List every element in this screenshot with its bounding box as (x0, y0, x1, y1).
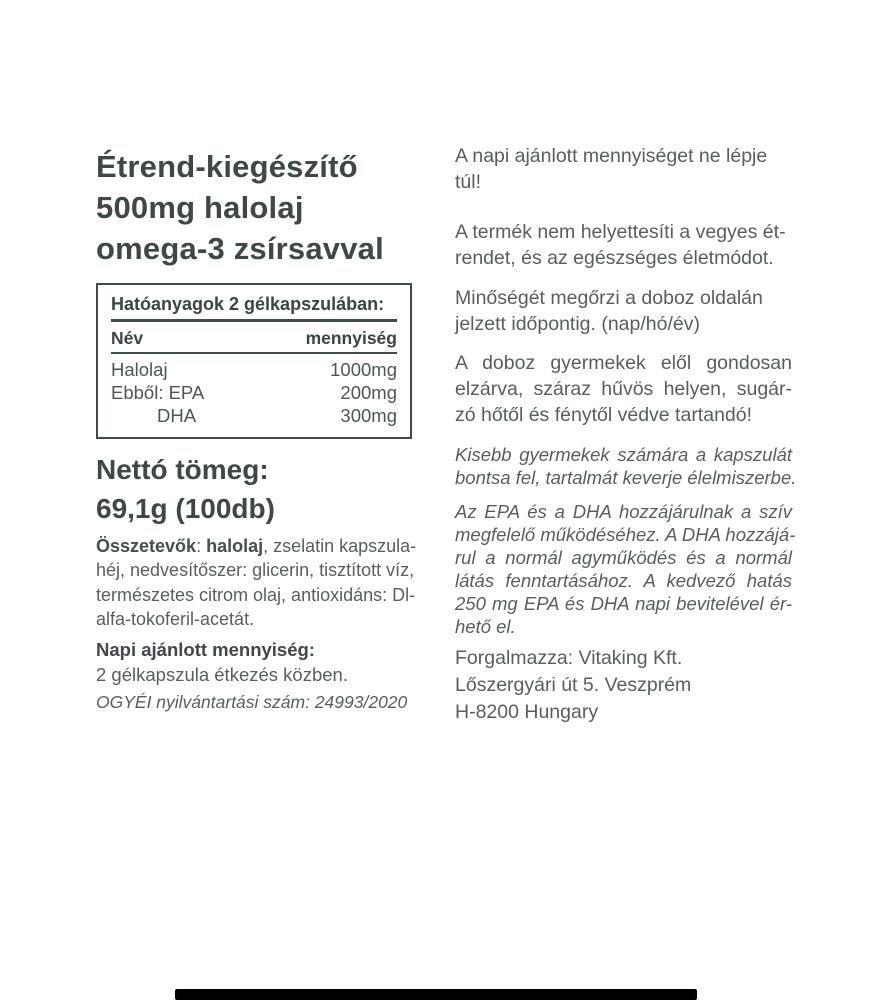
warning-expiry (455, 285, 792, 337)
supplement-facts-table (96, 283, 412, 439)
text-line: túl! (455, 171, 482, 193)
text-line: Étrend-kiegészítő (96, 149, 358, 184)
text-line: Forgalmazza: Vitaking Kft. (455, 647, 683, 669)
ingredient-name: Ebből: EPA (111, 382, 205, 403)
text-line: alfa-tokoferil-acetát. (96, 608, 255, 629)
text-line: megfelelő működéséhez. A DHA hozzájá- (455, 524, 796, 545)
facts-table-header (111, 322, 397, 352)
text-line: omega-3 zsírsavval (96, 231, 384, 266)
text-line: 500mg halolaj (96, 190, 304, 225)
text-line: héj, nedvesítőszer: glicerin, tisztított víz, (96, 560, 415, 581)
ingredients-separator: : (196, 536, 207, 556)
table-row (111, 358, 397, 381)
column-header-quantity: mennyiség (305, 328, 397, 348)
text-line: Nettó tömeg: (96, 454, 269, 485)
product-title (96, 146, 446, 269)
registration-number: OGYÉI nyilvántartási szám: 24993/2020 (96, 692, 408, 712)
ingredients-first-line (96, 534, 430, 558)
text-line: Kisebb gyermekek számára a kapszulát (455, 444, 792, 465)
text-line: bontsa fel, tartalmát keverje élelmiszerbe. (455, 467, 797, 488)
net-weight (96, 450, 426, 528)
table-row (111, 404, 397, 427)
distributor-info (455, 645, 792, 726)
ingredient-name: Halolaj (111, 359, 168, 380)
daily-dose-heading: Napi ajánlott mennyiség: (96, 639, 315, 660)
text-line: hető el. (455, 616, 516, 637)
ingredients-label: Összetevők (96, 536, 197, 556)
text-line: 69,1g (100db) (96, 493, 275, 524)
text-line: Az EPA és a DHA hozzájárulnak a szív (455, 501, 792, 522)
note-health-claims (455, 500, 796, 638)
ingredients-rest-lines (96, 558, 430, 631)
ingredient-name: DHA (157, 405, 197, 426)
column-header-name: Név (111, 328, 144, 348)
warning-dose (455, 143, 792, 195)
text-line: elzárva, száraz hűvös helyen, sugár- (455, 378, 792, 400)
ingredient-quantity: 200mg (340, 382, 397, 403)
daily-dose (96, 637, 426, 687)
text-line: rul a normál agyműködés és a normál (455, 547, 792, 568)
text-line: zó hőtől és fénytől védve tartandó! (455, 404, 753, 426)
ingredients-bold-item: halolaj (206, 536, 264, 556)
table-rule-header (111, 352, 397, 354)
warning-diet (455, 219, 792, 271)
text-line: Minőségét megőrzi a doboz oldalán (455, 287, 763, 309)
bottom-black-bar (175, 989, 697, 1000)
text-line: Lőszergyári út 5. Veszprém (455, 674, 692, 696)
facts-table-rows (111, 358, 397, 427)
text-line: látás fenntartásához. A kedvező hatás (455, 570, 792, 591)
text-line: rendet, és az egészséges életmódot. (455, 247, 774, 269)
text-line: természetes citrom olaj, antioxidáns: Dl- (96, 584, 416, 605)
ingredients-text (96, 534, 430, 631)
table-row (111, 381, 397, 404)
ingredients-line1-rest: , zselatin kapszula- (263, 536, 417, 556)
text-line: A doboz gyermekek elől gondosan (455, 352, 792, 374)
warning-storage (455, 350, 792, 428)
ingredient-quantity: 300mg (340, 405, 397, 426)
ingredient-quantity: 1000mg (330, 359, 397, 380)
text-line: A napi ajánlott mennyiséget ne lépje (455, 145, 768, 167)
daily-dose-text: 2 gélkapszula étkezés közben. (96, 664, 348, 685)
facts-table-title: Hatóanyagok 2 gélkapszulában: (111, 294, 385, 314)
text-line: 250 mg EPA és DHA napi bevitelével ér- (455, 593, 792, 614)
note-children (455, 443, 797, 489)
text-line: H-8200 Hungary (455, 701, 599, 723)
text-line: A termék nem helyettesíti a vegyes ét- (455, 221, 786, 243)
text-line: jelzett időpontig. (nap/hó/év) (455, 313, 700, 335)
